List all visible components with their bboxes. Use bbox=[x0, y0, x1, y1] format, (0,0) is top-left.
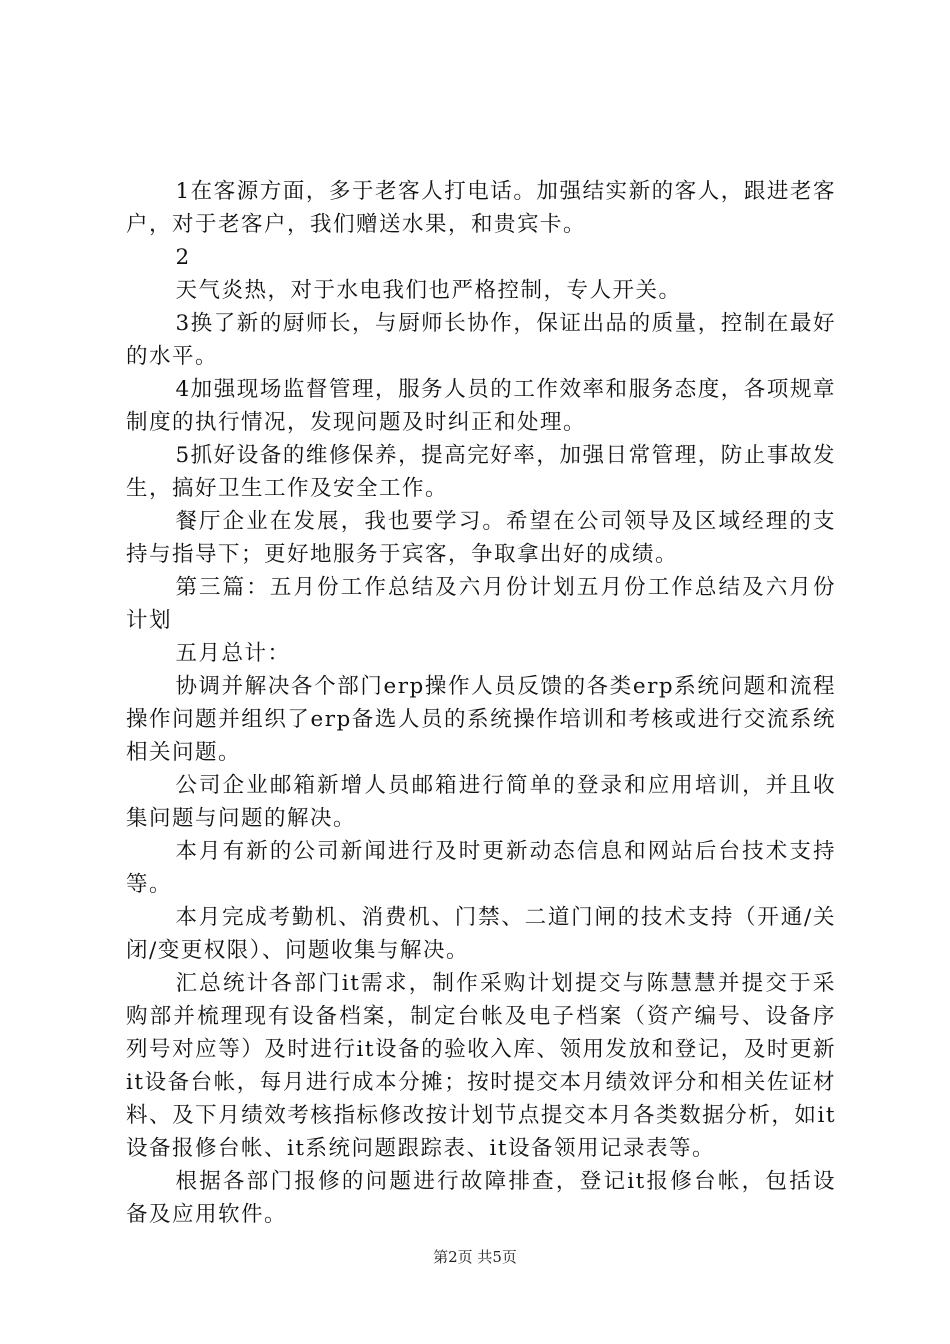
paragraph: 汇总统计各部门it需求，制作采购计划提交与陈慧慧并提交于采购部并梳理现有设备档案，制定台帐及电子档案（资产编号、设备序列号对应等）及时进行it设备的验收入库、领用发放和登记，及时更新it设备台帐，每月进行成本分摊；按时提交本月绩效评分和相关佐证材料、及下月绩效考核指标修改按计划节点提交本月各类数据分析，如it设备报修台帐、it系统问题跟踪表、it设备领用记录表等。 bbox=[126, 971, 836, 1161]
paragraph: 本月有新的公司新闻进行及时更新动态信息和网站后台技术支持等。 bbox=[126, 839, 836, 897]
page-number: 第2页 共5页 bbox=[433, 1248, 517, 1266]
paragraph: 3换了新的厨师长，与厨师长协作，保证出品的质量，控制在最好的水平。 bbox=[126, 311, 836, 369]
paragraph: 本月完成考勤机、消费机、门禁、二道门闸的技术支持（开通/关闭/变更权限）、问题收集与解决。 bbox=[126, 905, 836, 963]
paragraph: 五月总计： bbox=[175, 641, 291, 666]
paragraph: 根据各部门报修的问题进行故障排查，登记it报修台帐，包括设备及应用软件。 bbox=[126, 1169, 836, 1227]
paragraph: 5抓好设备的维修保养，提高完好率，加强日常管理，防止事故发生，搞好卫生工作及安全工作。 bbox=[126, 443, 836, 501]
page-footer bbox=[0, 1246, 950, 1267]
paragraph: 协调并解决各个部门erp操作人员反馈的各类erp系统问题和流程操作问题并组织了erp备选人员的系统操作培训和考核或进行交流系统相关问题。 bbox=[126, 674, 836, 765]
paragraph: 餐厅企业在发展，我也要学习。希望在公司领导及区域经理的支持与指导下；更好地服务于宾客，争取拿出好的成绩。 bbox=[126, 509, 836, 567]
document-body bbox=[126, 175, 836, 1231]
paragraph: 4加强现场监督管理，服务人员的工作效率和服务态度，各项规章制度的执行情况，发现问题及时纠正和处理。 bbox=[126, 377, 836, 435]
paragraph: 公司企业邮箱新增人员邮箱进行简单的登录和应用培训，并且收集问题与问题的解决。 bbox=[126, 773, 836, 831]
paragraph: 1在客源方面，多于老客人打电话。加强结实新的客人，跟进老客户，对于老客户，我们赠送水果，和贵宾卡。 bbox=[126, 179, 836, 237]
paragraph: 天气炎热，对于水电我们也严格控制，专人开关。 bbox=[175, 278, 682, 303]
paragraph: 2 bbox=[175, 245, 191, 270]
section-heading: 第三篇：五月份工作总结及六月份计划五月份工作总结及六月份计划 bbox=[126, 575, 836, 633]
